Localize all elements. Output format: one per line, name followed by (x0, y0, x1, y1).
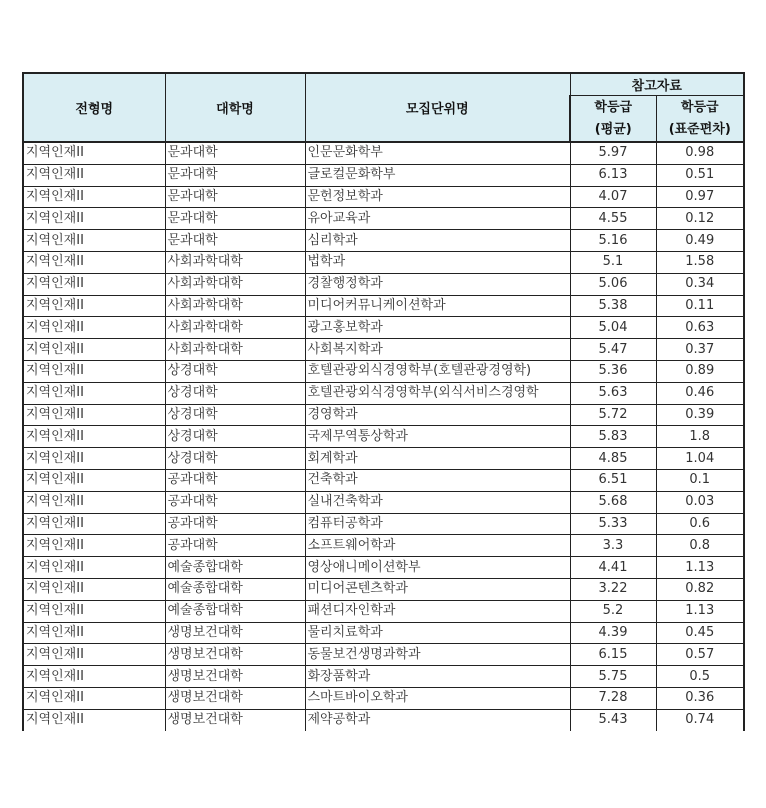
cell-grade-average: 5.36 (570, 360, 656, 382)
cell-type: 지역인재II (23, 382, 165, 404)
cell-grade-stddev: 0.11 (656, 295, 744, 317)
cell-grade-stddev: 1.13 (656, 600, 744, 622)
table-row (23, 644, 744, 666)
table-row (23, 186, 744, 208)
cell-grade-stddev: 0.74 (656, 709, 744, 730)
cell-college: 생명보건대학 (165, 687, 305, 709)
table-row (23, 448, 744, 470)
cell-type: 지역인재II (23, 666, 165, 688)
cell-unit: 경찰행정학과 (305, 273, 570, 295)
cell-college: 예술종합대학 (165, 600, 305, 622)
cell-grade-average: 3.22 (570, 578, 656, 600)
cell-unit: 유아교육과 (305, 208, 570, 230)
cell-unit: 호텔관광외식경영학부(호텔관광경영학) (305, 360, 570, 382)
cell-type: 지역인재II (23, 230, 165, 252)
header-unit: 모집단위명 (305, 73, 570, 142)
table-row (23, 426, 744, 448)
table-row (23, 339, 744, 361)
cell-college: 사회과학대학 (165, 251, 305, 273)
cell-unit: 실내건축학과 (305, 491, 570, 513)
cell-college: 사회과학대학 (165, 295, 305, 317)
cell-type: 지역인재II (23, 469, 165, 491)
cell-college: 문과대학 (165, 142, 305, 164)
cell-type: 지역인재II (23, 164, 165, 186)
cell-unit: 문헌정보학과 (305, 186, 570, 208)
cell-college: 상경대학 (165, 360, 305, 382)
cell-college: 공과대학 (165, 491, 305, 513)
header-grade-stddev-line2: (표준편차) (668, 121, 731, 137)
cell-grade-stddev: 0.1 (656, 469, 744, 491)
cell-grade-stddev: 0.03 (656, 491, 744, 513)
cell-college: 사회과학대학 (165, 317, 305, 339)
cell-grade-stddev: 0.97 (656, 186, 744, 208)
cell-grade-average: 4.55 (570, 208, 656, 230)
cell-grade-average: 5.72 (570, 404, 656, 426)
cell-grade-stddev: 0.49 (656, 230, 744, 252)
cell-college: 상경대학 (165, 404, 305, 426)
table-row (23, 513, 744, 535)
cell-grade-average: 5.06 (570, 273, 656, 295)
table-row (23, 273, 744, 295)
cell-grade-stddev: 1.04 (656, 448, 744, 470)
cell-grade-stddev: 0.37 (656, 339, 744, 361)
cell-unit: 화장품학과 (305, 666, 570, 688)
table-row (23, 164, 744, 186)
header-reference-group: 참고자료 (570, 73, 744, 96)
table-row (23, 208, 744, 230)
cell-unit: 국제무역통상학과 (305, 426, 570, 448)
cell-grade-average: 6.15 (570, 644, 656, 666)
cell-college: 공과대학 (165, 469, 305, 491)
cell-grade-stddev: 0.39 (656, 404, 744, 426)
cell-college: 상경대학 (165, 426, 305, 448)
cell-college: 사회과학대학 (165, 273, 305, 295)
table-row (23, 251, 744, 273)
cell-unit: 광고홍보학과 (305, 317, 570, 339)
cell-college: 생명보건대학 (165, 644, 305, 666)
cell-grade-average: 5.2 (570, 600, 656, 622)
cell-unit: 사회복지학과 (305, 339, 570, 361)
cell-type: 지역인재II (23, 142, 165, 164)
cell-unit: 소프트웨어학과 (305, 535, 570, 557)
cell-type: 지역인재II (23, 709, 165, 730)
header-grade-average (570, 96, 656, 143)
table-row (23, 142, 744, 164)
cell-grade-stddev: 0.6 (656, 513, 744, 535)
cell-type: 지역인재II (23, 644, 165, 666)
cell-type: 지역인재II (23, 360, 165, 382)
cell-type: 지역인재II (23, 513, 165, 535)
cell-unit: 인문문화학부 (305, 142, 570, 164)
cell-unit: 스마트바이오학과 (305, 687, 570, 709)
table-row (23, 469, 744, 491)
cell-grade-stddev: 0.8 (656, 535, 744, 557)
cell-type: 지역인재II (23, 557, 165, 579)
table-row (23, 666, 744, 688)
cell-unit: 동물보건생명과학과 (305, 644, 570, 666)
table-row (23, 382, 744, 404)
cell-grade-average: 5.63 (570, 382, 656, 404)
cell-type: 지역인재II (23, 317, 165, 339)
table-row (23, 295, 744, 317)
cell-college: 문과대학 (165, 208, 305, 230)
cell-grade-stddev: 0.45 (656, 622, 744, 644)
cell-type: 지역인재II (23, 295, 165, 317)
cell-type: 지역인재II (23, 491, 165, 513)
cell-grade-stddev: 1.58 (656, 251, 744, 273)
cell-type: 지역인재II (23, 251, 165, 273)
table-row (23, 622, 744, 644)
cell-college: 공과대학 (165, 513, 305, 535)
cell-grade-average: 5.47 (570, 339, 656, 361)
cell-college: 생명보건대학 (165, 709, 305, 730)
cell-unit: 제약공학과 (305, 709, 570, 730)
cell-unit: 컴퓨터공학과 (305, 513, 570, 535)
cell-grade-average: 4.85 (570, 448, 656, 470)
cell-grade-average: 5.43 (570, 709, 656, 730)
cell-grade-stddev: 0.51 (656, 164, 744, 186)
cell-type: 지역인재II (23, 404, 165, 426)
cell-grade-average: 4.39 (570, 622, 656, 644)
cell-grade-average: 5.75 (570, 666, 656, 688)
cell-college: 상경대학 (165, 448, 305, 470)
cell-college: 예술종합대학 (165, 578, 305, 600)
cell-grade-stddev: 0.89 (656, 360, 744, 382)
cell-grade-stddev: 0.36 (656, 687, 744, 709)
cell-college: 생명보건대학 (165, 666, 305, 688)
cell-college: 공과대학 (165, 535, 305, 557)
cell-grade-average: 5.83 (570, 426, 656, 448)
table-row (23, 317, 744, 339)
cell-unit: 회계학과 (305, 448, 570, 470)
cell-type: 지역인재II (23, 448, 165, 470)
cell-college: 문과대학 (165, 186, 305, 208)
cell-college: 사회과학대학 (165, 339, 305, 361)
admissions-grade-table (22, 72, 745, 731)
table-row (23, 687, 744, 709)
cell-grade-average: 4.41 (570, 557, 656, 579)
table-row (23, 578, 744, 600)
cell-unit: 호텔관광외식경영학부(외식서비스경영학 (305, 382, 570, 404)
cell-type: 지역인재II (23, 186, 165, 208)
cell-grade-average: 5.16 (570, 230, 656, 252)
header-college: 대학명 (165, 73, 305, 142)
header-grade-stddev-line1: 학등급 (680, 99, 719, 115)
cell-unit: 물리치료학과 (305, 622, 570, 644)
table-row (23, 404, 744, 426)
cell-type: 지역인재II (23, 273, 165, 295)
header-grade-stddev (656, 96, 744, 143)
cell-grade-average: 7.28 (570, 687, 656, 709)
cell-grade-average: 5.38 (570, 295, 656, 317)
cell-type: 지역인재II (23, 578, 165, 600)
table-row (23, 557, 744, 579)
admissions-table-container (22, 72, 743, 731)
cell-type: 지역인재II (23, 426, 165, 448)
cell-grade-stddev: 0.46 (656, 382, 744, 404)
header-grade-average-line1: 학등급 (594, 99, 633, 115)
cell-college: 문과대학 (165, 230, 305, 252)
header-type: 전형명 (23, 73, 165, 142)
cell-grade-average: 5.33 (570, 513, 656, 535)
cell-type: 지역인재II (23, 535, 165, 557)
cell-grade-average: 5.1 (570, 251, 656, 273)
cell-grade-stddev: 0.82 (656, 578, 744, 600)
cell-grade-stddev: 0.5 (656, 666, 744, 688)
cell-grade-stddev: 0.98 (656, 142, 744, 164)
cell-grade-average: 5.97 (570, 142, 656, 164)
cell-type: 지역인재II (23, 622, 165, 644)
cell-grade-average: 5.04 (570, 317, 656, 339)
table-row (23, 360, 744, 382)
table-row (23, 600, 744, 622)
cell-grade-average: 4.07 (570, 186, 656, 208)
cell-unit: 경영학과 (305, 404, 570, 426)
table-row (23, 709, 744, 730)
cell-type: 지역인재II (23, 687, 165, 709)
cell-unit: 법학과 (305, 251, 570, 273)
table-row (23, 535, 744, 557)
cell-college: 문과대학 (165, 164, 305, 186)
cell-college: 예술종합대학 (165, 557, 305, 579)
cell-type: 지역인재II (23, 339, 165, 361)
cell-grade-average: 6.13 (570, 164, 656, 186)
cell-grade-average: 3.3 (570, 535, 656, 557)
cell-grade-stddev: 0.34 (656, 273, 744, 295)
cell-grade-stddev: 0.12 (656, 208, 744, 230)
cell-grade-stddev: 1.8 (656, 426, 744, 448)
cell-type: 지역인재II (23, 208, 165, 230)
cell-unit: 심리학과 (305, 230, 570, 252)
cell-unit: 영상애니메이션학부 (305, 557, 570, 579)
cell-grade-average: 6.51 (570, 469, 656, 491)
cell-grade-average: 5.68 (570, 491, 656, 513)
cell-unit: 글로컬문화학부 (305, 164, 570, 186)
cell-unit: 미디어커뮤니케이션학과 (305, 295, 570, 317)
cell-unit: 미디어콘텐츠학과 (305, 578, 570, 600)
cell-type: 지역인재II (23, 600, 165, 622)
cell-grade-stddev: 0.57 (656, 644, 744, 666)
cell-grade-stddev: 1.13 (656, 557, 744, 579)
table-row (23, 491, 744, 513)
cell-grade-stddev: 0.63 (656, 317, 744, 339)
cell-unit: 패션디자인학과 (305, 600, 570, 622)
table-row (23, 230, 744, 252)
cell-unit: 건축학과 (305, 469, 570, 491)
cell-college: 상경대학 (165, 382, 305, 404)
header-grade-average-line2: (평균) (594, 121, 632, 137)
table-body (23, 142, 744, 731)
cell-college: 생명보건대학 (165, 622, 305, 644)
